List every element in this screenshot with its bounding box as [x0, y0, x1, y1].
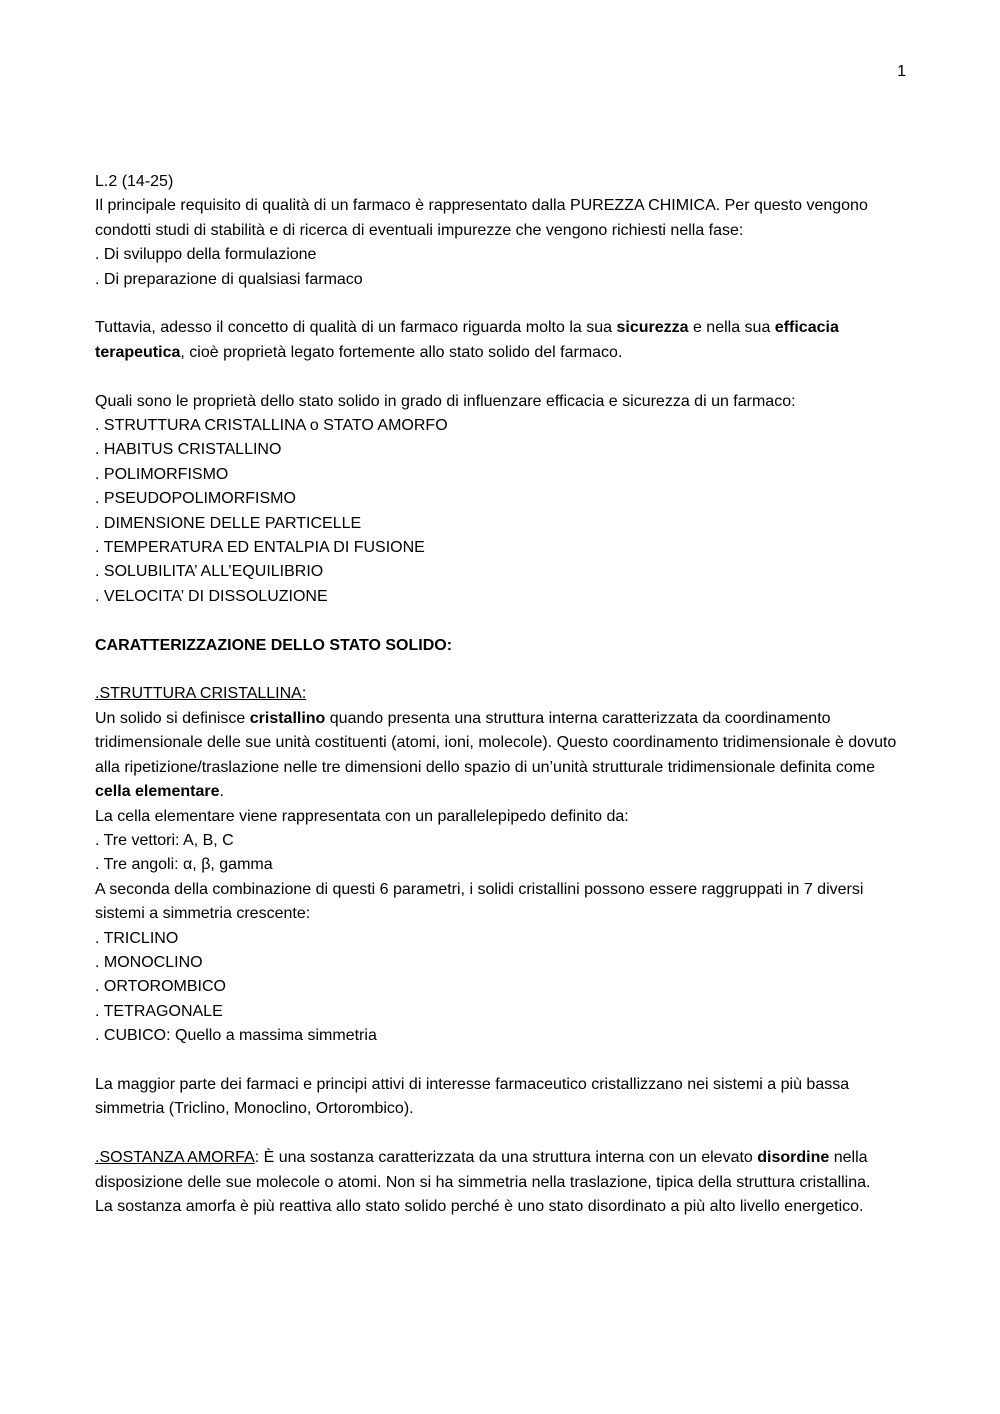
- list-item: . Di preparazione di qualsiasi farmaco: [95, 270, 363, 288]
- lecture-header: L.2 (14-25): [95, 173, 174, 190]
- intro-paragraph: Il principale requisito di qualità di un farmaco è rappresentato dalla PUREZZA CHIMICA. Per questo vengono condotti studi di stabilità e di ricerca di eventuali impurezze che vengono richiesti nella fase:: [95, 197, 868, 239]
- amorphous-paragraph-2: La sostanza amorfa è più reattiva allo stato solido perché è uno stato disordinato a più alto livello energetico.: [95, 1197, 864, 1215]
- crystal-note: La maggior parte dei farmaci e principi attivi di interesse farmaceutico cristallizzano nei sistemi a più bassa simmetria (Triclino, Monoclino, Ortorombico).: [95, 1075, 850, 1118]
- bold-term: disordine: [757, 1149, 830, 1167]
- bold-term: efficacia terapeutica: [95, 319, 839, 361]
- list-item: . HABITUS CRISTALLINO: [95, 441, 282, 459]
- list-item: . Tre vettori: A, B, C: [95, 831, 234, 849]
- list-item: . ORTOROMBICO: [95, 978, 226, 996]
- list-item: . TRICLINO: [95, 929, 179, 947]
- amorphous-paragraph: .SOSTANZA AMORFA: È una sostanza caratterizzata da una struttura interna con un elevato disordine nella disposizione delle sue molecole o atomi. Non si ha simmetria nella traslazione, tipica della struttura cristallina.: [95, 1149, 871, 1191]
- list-item: . MONOCLINO: [95, 953, 203, 971]
- list-item: . TEMPERATURA ED ENTALPIA DI FUSIONE: [95, 539, 425, 557]
- bold-term: sicurezza: [616, 319, 689, 337]
- properties-intro: Quali sono le proprietà dello stato solido in grado di influenzare efficacia e sicurezza di un farmaco:: [95, 392, 796, 410]
- amorphous-heading: .SOSTANZA AMORFA: [95, 1149, 255, 1167]
- cell-intro: La cella elementare viene rappresentata con un parallelepipedo definito da:: [95, 807, 629, 825]
- page-content: [95, 170, 910, 1219]
- list-item: . DIMENSIONE DELLE PARTICELLE: [95, 514, 362, 532]
- page-number: 1: [897, 63, 906, 80]
- list-item: . CUBICO: Quello a massima simmetria: [95, 1027, 377, 1045]
- crystal-heading: .STRUTTURA CRISTALLINA:: [95, 685, 307, 703]
- list-item: . STRUTTURA CRISTALLINA o STATO AMORFO: [95, 417, 448, 435]
- list-item: . Tre angoli: α, β, gamma: [95, 856, 273, 874]
- list-item: . Di sviluppo della formulazione: [95, 246, 317, 264]
- section-title: CARATTERIZZAZIONE DELLO STATO SOLIDO:: [95, 636, 453, 654]
- bold-term: cella elementare: [95, 783, 220, 801]
- crystal-paragraph: Un solido si definisce cristallino quando presenta una struttura interna caratterizzata da coordinamento tridimensionale delle sue unità costituenti (atomi, ioni, molecole). Questo coordinamento tridimensionale è dovuto alla ripetizione/traslazione nelle tre dimensioni dello spazio di un’unità strutturale tridimensionale definita come cella elementare.: [95, 709, 897, 801]
- list-item: . POLIMORFISMO: [95, 465, 229, 483]
- systems-intro: A seconda della combinazione di questi 6 parametri, i solidi cristallini possono essere raggruppati in 7 diversi sistemi a simmetria crescente:: [95, 880, 864, 923]
- list-item: . TETRAGONALE: [95, 1002, 223, 1020]
- list-item: . VELOCITA’ DI DISSOLUZIONE: [95, 587, 328, 605]
- bold-term: cristallino: [249, 709, 326, 727]
- quality-paragraph: Tuttavia, adesso il concetto di qualità di un farmaco riguarda molto la sua sicurezza e nella sua efficacia terapeutica, cioè proprietà legato fortemente allo stato solido del farmaco.: [95, 319, 839, 361]
- list-item: . SOLUBILITA’ ALL’EQUILIBRIO: [95, 563, 324, 581]
- list-item: . PSEUDOPOLIMORFISMO: [95, 490, 296, 508]
